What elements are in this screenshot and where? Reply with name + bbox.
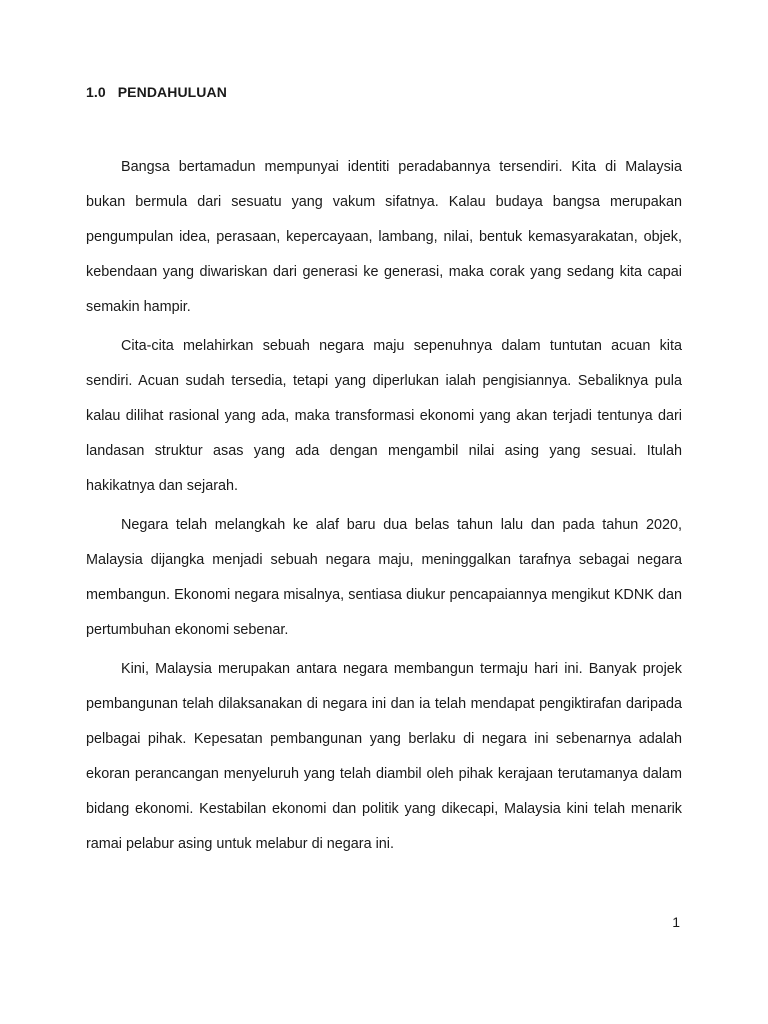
paragraph: Negara telah melangkah ke alaf baru dua belas tahun lalu dan pada tahun 2020, Malaysia dijangka menjadi sebuah negara maju, meninggalkan tarafnya sebagai negara membangun. Ekonomi negara misalnya, sentiasa diukur pencapaiannya mengikut KDNK dan pertumbuhan ekonomi sebenar. bbox=[86, 517, 682, 638]
paragraph: Cita-cita melahirkan sebuah negara maju sepenuhnya dalam tuntutan acuan kita sendiri. Acuan sudah tersedia, tetapi yang diperlukan ialah pengisiannya. Sebaliknya pula kalau dilihat rasional yang ada, maka transformasi ekonomi yang akan terjadi tentunya dari landasan struktur asas yang ada dengan mengambil nilai asing yang sesuai. Itulah hakikatnya dan sejarah. bbox=[86, 338, 682, 494]
page-number: 1 bbox=[672, 914, 680, 930]
paragraph: Bangsa bertamadun mempunyai identiti peradabannya tersendiri. Kita di Malaysia bukan bermula dari sesuatu yang vakum sifatnya. Kalau budaya bangsa merupakan pengumpulan idea, perasaan, kepercayaan, lambang, nilai, bentuk kemasyarakatan, objek, kebendaan yang diwariskan dari generasi ke generasi, maka corak yang sedang kita capai semakin hampir. bbox=[86, 159, 682, 315]
body-text bbox=[86, 150, 682, 866]
section-heading: 1.0 PENDAHULUAN bbox=[86, 84, 227, 100]
paragraph: Kini, Malaysia merupakan antara negara membangun termaju hari ini. Banyak projek pembangunan telah dilaksanakan di negara ini dan ia telah mendapat pengiktirafan daripada pelbagai pihak. Kepesatan pembangunan yang berlaku di negara ini sebenarnya adalah ekoran perancangan menyeluruh yang telah diambil oleh pihak kerajaan terutamanya dalam bidang ekonomi. Kestabilan ekonomi dan politik yang dikecapi, Malaysia kini telah menarik ramai pelabur asing untuk melabur di negara ini. bbox=[86, 661, 682, 852]
